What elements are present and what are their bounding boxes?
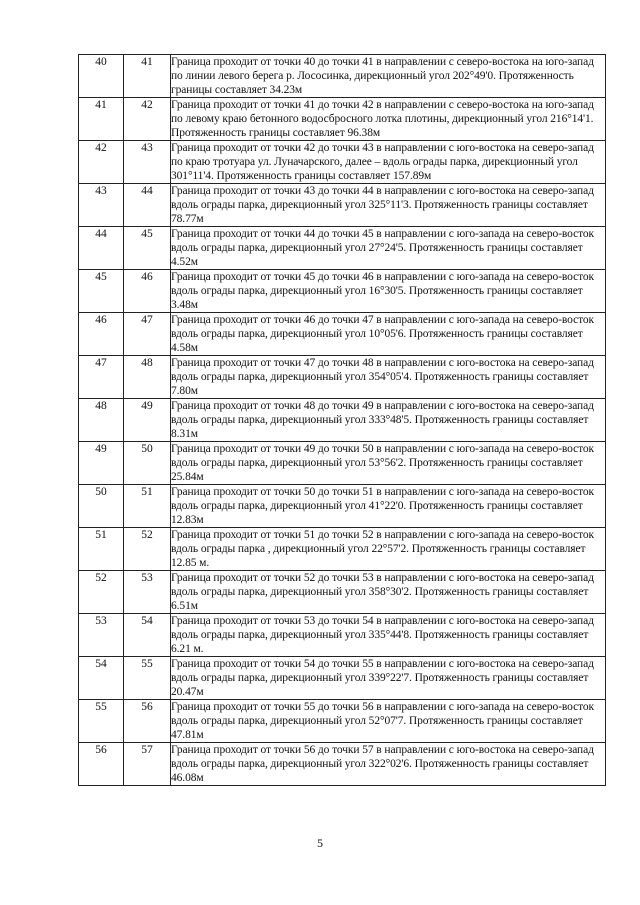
table-row bbox=[79, 313, 606, 356]
boundary-description-cell: Граница проходит от точки 52 до точки 53 в направлении с юго-востока на северо-запад вдоль ограды парка, дирекционный угол 358°30'2. Протяженность границы составляет 6.51м bbox=[171, 571, 606, 614]
point-to-cell: 46 bbox=[124, 270, 171, 313]
table-row bbox=[79, 55, 606, 98]
point-to-cell: 45 bbox=[124, 227, 171, 270]
table-row bbox=[79, 571, 606, 614]
point-from-cell: 43 bbox=[79, 184, 124, 227]
point-from-cell: 52 bbox=[79, 571, 124, 614]
table-row bbox=[79, 442, 606, 485]
boundary-description-cell: Граница проходит от точки 54 до точки 55 в направлении с юго-востока на северо-запад вдоль ограды парка, дирекционный угол 339°22'7. Протяженность границы составляет 20.47м bbox=[171, 657, 606, 700]
page-number: 5 bbox=[317, 836, 323, 850]
boundary-description-cell: Граница проходит от точки 51 до точки 52 в направлении с юго-запада на северо-восток вдоль ограды парка , дирекционный угол 22°57'2. Протяженность границы составляет 12.85 м. bbox=[171, 528, 606, 571]
table-row bbox=[79, 184, 606, 227]
boundary-description-cell: Граница проходит от точки 55 до точки 56 в направлении с юго-запада на северо-восток вдоль ограды парка, дирекционный угол 52°07'7. Протяженность границы составляет 47.81м bbox=[171, 700, 606, 743]
point-to-cell: 47 bbox=[124, 313, 171, 356]
boundary-description-cell: Граница проходит от точки 40 до точки 41 в направлении с северо-востока на юго-запад по линии левого берега р. Лососинка, дирекционный угол 202°49'0. Протяженность границы составляет 34.23м bbox=[171, 55, 606, 98]
boundary-description-cell: Граница проходит от точки 47 до точки 48 в направлении с юго-востока на северо-запад вдоль ограды парка, дирекционный угол 354°05'4. Протяженность границы составляет 7.80м bbox=[171, 356, 606, 399]
point-to-cell: 50 bbox=[124, 442, 171, 485]
boundary-description-cell: Граница проходит от точки 56 до точки 57 в направлении с юго-востока на северо-запад вдоль ограды парка, дирекционный угол 322°02'6. Протяженность границы составляет 46.08м bbox=[171, 743, 606, 786]
point-from-cell: 46 bbox=[79, 313, 124, 356]
point-from-cell: 53 bbox=[79, 614, 124, 657]
table-row bbox=[79, 227, 606, 270]
boundary-description-cell: Граница проходит от точки 41 до точки 42 в направлении с северо-востока на юго-запад по левому краю бетонного водосбросного лотка плотины, дирекционный угол 216°14'1. Протяженность границы составляет 96.38м bbox=[171, 98, 606, 141]
point-to-cell: 41 bbox=[124, 55, 171, 98]
boundary-description-cell: Граница проходит от точки 48 до точки 49 в направлении с юго-востока на северо-запад вдоль ограды парка, дирекционный угол 333°48'5. Протяженность границы составляет 8.31м bbox=[171, 399, 606, 442]
point-from-cell: 51 bbox=[79, 528, 124, 571]
point-to-cell: 56 bbox=[124, 700, 171, 743]
point-to-cell: 49 bbox=[124, 399, 171, 442]
point-from-cell: 48 bbox=[79, 399, 124, 442]
boundary-description-cell: Граница проходит от точки 50 до точки 51 в направлении с юго-запада на северо-восток вдоль ограды парка, дирекционный угол 41°22'0. Протяженность границы составляет 12.83м bbox=[171, 485, 606, 528]
point-from-cell: 45 bbox=[79, 270, 124, 313]
point-to-cell: 52 bbox=[124, 528, 171, 571]
point-to-cell: 54 bbox=[124, 614, 171, 657]
boundary-description-cell: Граница проходит от точки 43 до точки 44 в направлении с юго-востока на северо-запад вдоль ограды парка, дирекционный угол 325°11'3. Протяженность границы составляет 78.77м bbox=[171, 184, 606, 227]
boundary-description-cell: Граница проходит от точки 45 до точки 46 в направлении с юго-запада на северо-восток вдоль ограды парка, дирекционный угол 16°30'5. Протяженность границы составляет 3.48м bbox=[171, 270, 606, 313]
point-to-cell: 48 bbox=[124, 356, 171, 399]
point-to-cell: 42 bbox=[124, 98, 171, 141]
table-row bbox=[79, 614, 606, 657]
point-from-cell: 55 bbox=[79, 700, 124, 743]
table-row bbox=[79, 399, 606, 442]
boundary-description-cell: Граница проходит от точки 44 до точки 45 в направлении с юго-запада на северо-восток вдоль ограды парка, дирекционный угол 27°24'5. Протяженность границы составляет 4.52м bbox=[171, 227, 606, 270]
point-to-cell: 55 bbox=[124, 657, 171, 700]
point-from-cell: 56 bbox=[79, 743, 124, 786]
table-row bbox=[79, 743, 606, 786]
table-row bbox=[79, 485, 606, 528]
boundary-description-cell: Граница проходит от точки 46 до точки 47 в направлении с юго-запада на северо-восток вдоль ограды парка, дирекционный угол 10°05'6. Протяженность границы составляет 4.58м bbox=[171, 313, 606, 356]
table-row bbox=[79, 700, 606, 743]
boundary-description-cell: Граница проходит от точки 42 до точки 43 в направлении с юго-востока на северо-запад по краю тротуара ул. Луначарского, далее – вдоль ограды парка, дирекционный угол 301°11'4. Протяженность границы составляет 157.89м bbox=[171, 141, 606, 184]
boundary-table-body bbox=[79, 55, 606, 786]
table-row bbox=[79, 270, 606, 313]
point-from-cell: 41 bbox=[79, 98, 124, 141]
point-from-cell: 40 bbox=[79, 55, 124, 98]
point-from-cell: 54 bbox=[79, 657, 124, 700]
boundary-description-cell: Граница проходит от точки 49 до точки 50 в направлении с юго-запада на северо-восток вдоль ограды парка, дирекционный угол 53°56'2. Протяженность границы составляет 25.84м bbox=[171, 442, 606, 485]
point-from-cell: 44 bbox=[79, 227, 124, 270]
point-from-cell: 49 bbox=[79, 442, 124, 485]
boundary-description-cell: Граница проходит от точки 53 до точки 54 в направлении с юго-востока на северо-запад вдоль ограды парка, дирекционный угол 335°44'8. Протяженность границы составляет 6.21 м. bbox=[171, 614, 606, 657]
point-to-cell: 57 bbox=[124, 743, 171, 786]
point-from-cell: 42 bbox=[79, 141, 124, 184]
boundary-table bbox=[78, 54, 606, 786]
point-from-cell: 47 bbox=[79, 356, 124, 399]
point-to-cell: 53 bbox=[124, 571, 171, 614]
point-from-cell: 50 bbox=[79, 485, 124, 528]
point-to-cell: 44 bbox=[124, 184, 171, 227]
table-row bbox=[79, 528, 606, 571]
table-row bbox=[79, 657, 606, 700]
table-row bbox=[79, 98, 606, 141]
table-row bbox=[79, 356, 606, 399]
point-to-cell: 51 bbox=[124, 485, 171, 528]
table-row bbox=[79, 141, 606, 184]
point-to-cell: 43 bbox=[124, 141, 171, 184]
